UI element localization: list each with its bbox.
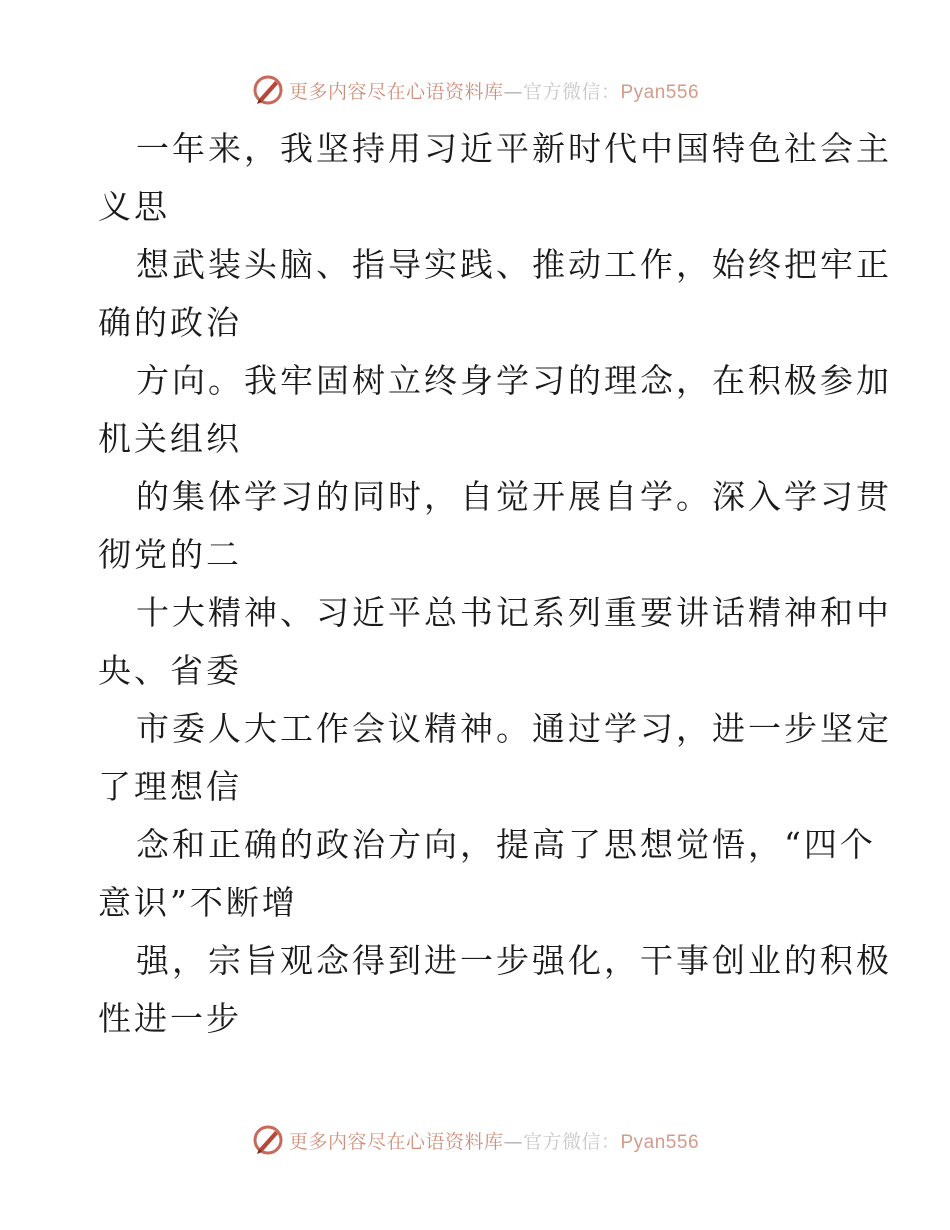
body-line: 方向。我牢固树立终身学习的理念，在积极参加 (136, 361, 892, 400)
document-body (98, 120, 892, 1048)
body-line: 十大精神、习近平总书记系列重要讲话精神和中 (136, 593, 892, 632)
footer-wechat-id: Pyan556 (620, 1131, 700, 1153)
pen-logo-icon (251, 1123, 285, 1157)
header-brand: 更多内容尽在心语资料库 (288, 80, 504, 103)
footer-banner (0, 1120, 950, 1160)
body-line: 机关组织 (98, 419, 242, 458)
body-line: 市委人大工作会议精神。通过学习，进一步坚定 (136, 709, 892, 748)
body-line: 的集体学习的同时，自觉开展自学。深入学习贯 (136, 477, 892, 516)
pen-logo-icon (251, 73, 285, 107)
body-line: 义思 (98, 187, 170, 226)
body-line: 一年来，我坚持用习近平新时代中国特色社会主 (136, 129, 892, 168)
body-line: 强，宗旨观念得到进一步强化，干事创业的积极 (136, 941, 892, 980)
header-separator: — (503, 80, 523, 103)
header-banner (0, 70, 950, 110)
footer-separator: — (503, 1130, 523, 1153)
body-line: 彻党的二 (98, 535, 242, 574)
footer-wechat-label: 官方微信： (522, 1130, 621, 1153)
body-line: 确的政治 (98, 303, 242, 342)
footer-brand: 更多内容尽在心语资料库 (288, 1130, 504, 1153)
header-wechat-label: 官方微信： (522, 80, 621, 103)
body-line: 性进一步 (98, 999, 242, 1038)
body-line: 央、省委 (98, 651, 242, 690)
footer-text (289, 1127, 699, 1154)
body-line: 想武装头脑、指导实践、推动工作，始终把牢正 (136, 245, 892, 284)
body-line: 意识”不断增 (98, 883, 298, 922)
header-text (289, 77, 699, 104)
header-wechat-id: Pyan556 (620, 81, 700, 103)
body-line: 念和正确的政治方向，提高了思想觉悟，“四个 (136, 825, 876, 864)
body-line: 了理想信 (98, 767, 242, 806)
